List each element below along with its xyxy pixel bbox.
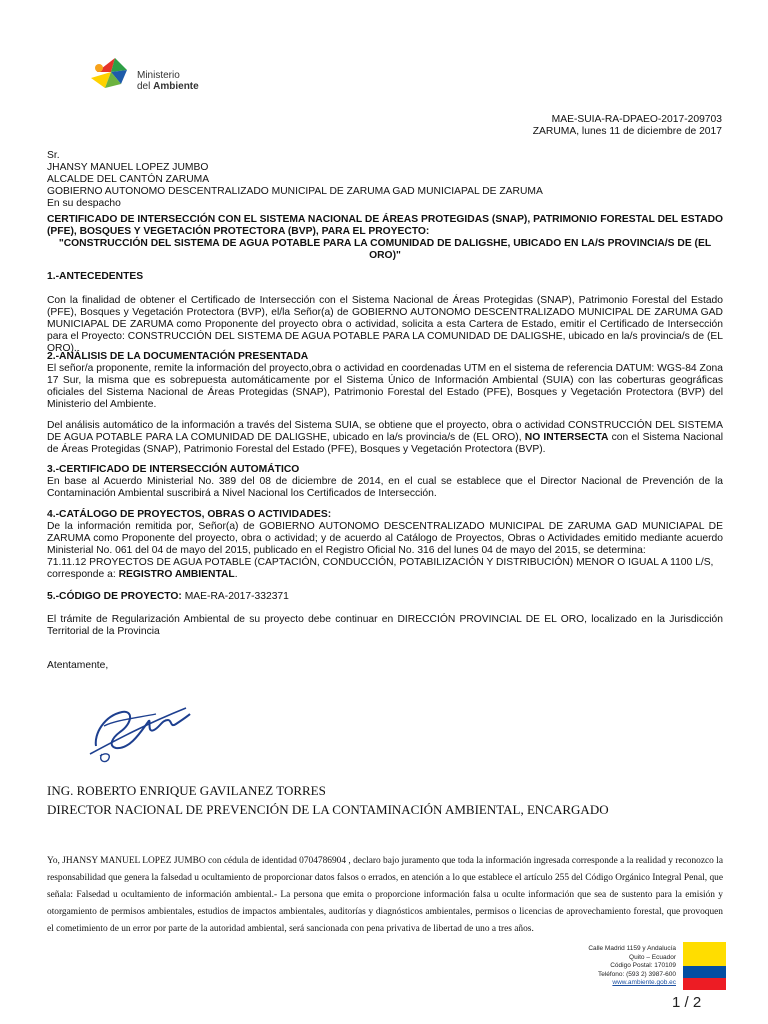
section-3-title: 3.-CERTIFICADO DE INTERSECCIÓN AUTOMÁTICO: [47, 464, 300, 475]
section-2-text-1: El señor/a proponente, remite la información del proyecto,obra o actividad en coordenadas UTM en el sistema de referencia DATUM: WGS-84 Zona 17 Sur, la misma que es sobrepuesta automáticamente por el Sistema Único de Información Ambiental (SUIA) con las coberturas geográficas oficiales del Sistema Nacional de Áreas Protegidas (SNAP), Patrimonio Forestal del Estado (PFE), Bosques y Vegetación Protectora (BVP) del Ministerio del Ambiente.: [47, 363, 723, 410]
subject-line-1: CERTIFICADO DE INTERSECCIÓN CON EL SISTEMA NACIONAL DE ÁREAS PROTEGIDAS (SNAP), PATRIMONIO FORESTAL DEL ESTADO: [47, 214, 724, 225]
ministry-name-del: del: [137, 81, 151, 92]
section-1-title: 1.-ANTECEDENTES: [47, 271, 144, 282]
addressee-name: JHANSY MANUEL LOPEZ JUMBO: [47, 162, 209, 173]
signatory-position: DIRECTOR NACIONAL DE PREVENCIÓN DE LA CONTAMINACIÓN AMBIENTAL, ENCARGADO: [47, 802, 609, 817]
project-code: MAE-RA-2017-332371: [184, 591, 289, 602]
no-intersecta-label: NO INTERSECTA: [524, 432, 609, 443]
section-4-title: 4.-CATÁLOGO DE PROYECTOS, OBRAS O ACTIVIDADES:: [47, 509, 332, 520]
section-4-text-3: [47, 569, 238, 581]
footer-address-2: Quito – Ecuador: [629, 953, 676, 961]
sworn-declaration: Yo, JHANSY MANUEL LOPEZ JUMBO con cédula de identidad 0704786904 , declaro bajo juramento que toda la información ingresada corresponde a la realidad y reconozco la responsabilidad que genera la falsedad u ocultamiento de proporcionar datos falsos o errados, en atención a lo que establece el artículo 255 del Código Orgánico Integral Penal, que señala: Falsedad u ocultamiento de información ambiental.- La persona que emita o proporcione información falsa u oculte información que sea de sustento para la emisión y otorgamiento de permisos ambientales, estudios de impactos ambientales, auditorías y diagnósticos ambientales, permisos o licencias de aprovechamiento forestal, que provoquen el cometimiento de un error por parte de la autoridad ambiental, será sancionada con pena privativa de libertad de uno a tres años.: [47, 856, 723, 934]
subject-line-4: ORO)": [369, 250, 401, 261]
ministry-name-line1: Ministerio: [137, 70, 180, 81]
document-date: ZARUMA, lunes 11 de diciembre de 2017: [532, 126, 722, 137]
section-4-corresponde: corresponde a:: [47, 569, 116, 580]
footer-postal-code: Código Postal: 170109: [610, 962, 676, 969]
flag-blue-stripe: [683, 966, 726, 978]
footer-website[interactable]: www.ambiente.gob.ec: [612, 979, 676, 986]
subject-line-2: (PFE), BOSQUES Y VEGETACIÓN PROTECTORA (BVP), PARA EL PROYECTO:: [47, 226, 430, 237]
section-1-text: Con la finalidad de obtener el Certificado de Intersección con el Sistema Nacional de Áreas Protegidas (SNAP), Patrimonio Forestal del Estado (PFE), Bosques y Vegetación Protectora (BVP), el/la Señor(a) de GOBIERNO AUTONOMO DESCENTRALIZADO MUNICIPAL DE ZARUMA GAD MUNICIAPAL DE ZARUMA como Proponente del proyecto obra o actividad, solicita a esta Cartera de Estado, emitir el Certificado de Intersección para el Proyecto: CONSTRUCCIÓN DEL SISTEMA DE AGUA POTABLE PARA LA COMUNIDAD DE DALIGSHE, ubicado en la/s provincia/s de (EL ORO).: [47, 295, 723, 354]
section-5-title: 5.-CÓDIGO DE PROYECTO:: [47, 591, 182, 602]
subject-line-3: "CONSTRUCCIÓN DEL SISTEMA DE AGUA POTABLE PARA LA COMUNIDAD DE DALIGSHE, UBICADO EN LA/S PROVINCIA/S DE (EL: [58, 238, 712, 249]
ministry-name-ambiente: Ambiente: [153, 81, 199, 92]
section-5: [47, 591, 289, 603]
section-2-text-2a: Del análisis automático de la información a través del Sistema SUIA, se obtiene que el proyecto, obra o actividad CONSTRUCCIÓN DEL SISTEMA DE AGUA POTABLE PARA LA COMUNIDAD DE DALIGSHE, ubicado en la/s provincia/s de (EL ORO),: [47, 420, 723, 443]
addressee-office: En su despacho: [47, 198, 121, 209]
addressee-salutation: Sr.: [47, 150, 60, 161]
ministry-emblem-icon: [85, 50, 135, 98]
section-2-text-2b: con el Sistema Nacional de Áreas Protegidas (SNAP), Patrimonio Forestal del Estado (PFE), Bosques y Vegetación Protectora (BVP).: [47, 432, 724, 455]
section-4-text-1: De la información remitida por, Señor(a) de GOBIERNO AUTONOMO DESCENTRALIZADO MUNICIPAL DE ZARUMA GAD MUNICIAPAL DE ZARUMA como Proponente del proyecto, obra o actividad; y de acuerdo al Catálogo de Proyectos, Obras o Actividades emitido mediante acuerdo Ministerial No. 061 del 04 de mayo del 2015, publicado en el Registro Oficial No. 316 del lunes 04 de mayo del 2015, se determina:: [47, 521, 723, 556]
footer-address-1: Calle Madrid 1159 y Andalucía: [588, 945, 676, 952]
section-4-text-2: 71.11.12 PROYECTOS DE AGUA POTABLE (CAPTACIÓN, CONDUCCIÓN, POTABILIZACIÓN Y DISTRIBUCIÓN) MENOR O IGUAL A 1100 L/S,: [47, 557, 714, 568]
section-2-title: 2.-ANÁLISIS DE LA DOCUMENTACIÓN PRESENTADA: [47, 351, 309, 362]
section-2-text-2: [47, 420, 723, 456]
section-4-period: .: [234, 569, 238, 580]
document-reference: MAE-SUIA-RA-DPAEO-2017-209703: [551, 114, 722, 125]
registro-ambiental-label: REGISTRO AMBIENTAL: [118, 569, 235, 580]
addressee-title: ALCALDE DEL CANTÓN ZARUMA: [47, 174, 210, 185]
ecuador-flag: [683, 942, 726, 990]
addressee-organization: GOBIERNO AUTONOMO DESCENTRALIZADO MUNICIPAL DE ZARUMA GAD MUNICIAPAL DE ZARUMA: [47, 186, 543, 197]
ministry-name-line2: [137, 81, 199, 92]
footer-contact: [540, 945, 676, 988]
farewell: Atentamente,: [47, 660, 109, 671]
page-number: 1 / 2: [672, 994, 702, 1011]
flag-yellow-stripe: [683, 942, 726, 966]
section-3-text: En base al Acuerdo Ministerial No. 389 del 08 de diciembre de 2014, en el cual se establece que el Director Nacional de Prevención de la Contaminación Ambiental suscribirá a Nivel Nacional los Certificados de Intersección.: [47, 476, 723, 499]
footer-phone: Teléfono: (593 2) 3987-600: [597, 970, 676, 978]
signatory-name: ING. ROBERTO ENRIQUE GAVILANEZ TORRES: [47, 783, 326, 798]
ministry-logo: [85, 50, 215, 98]
flag-red-stripe: [683, 978, 726, 990]
closing-text: El trámite de Regularización Ambiental de su proyecto debe continuar en DIRECCIÓN PROVINCIAL DE EL ORO, localizado en la Jurisdicción Territorial de la Provincia: [47, 614, 723, 637]
handwritten-signature: [86, 694, 196, 764]
